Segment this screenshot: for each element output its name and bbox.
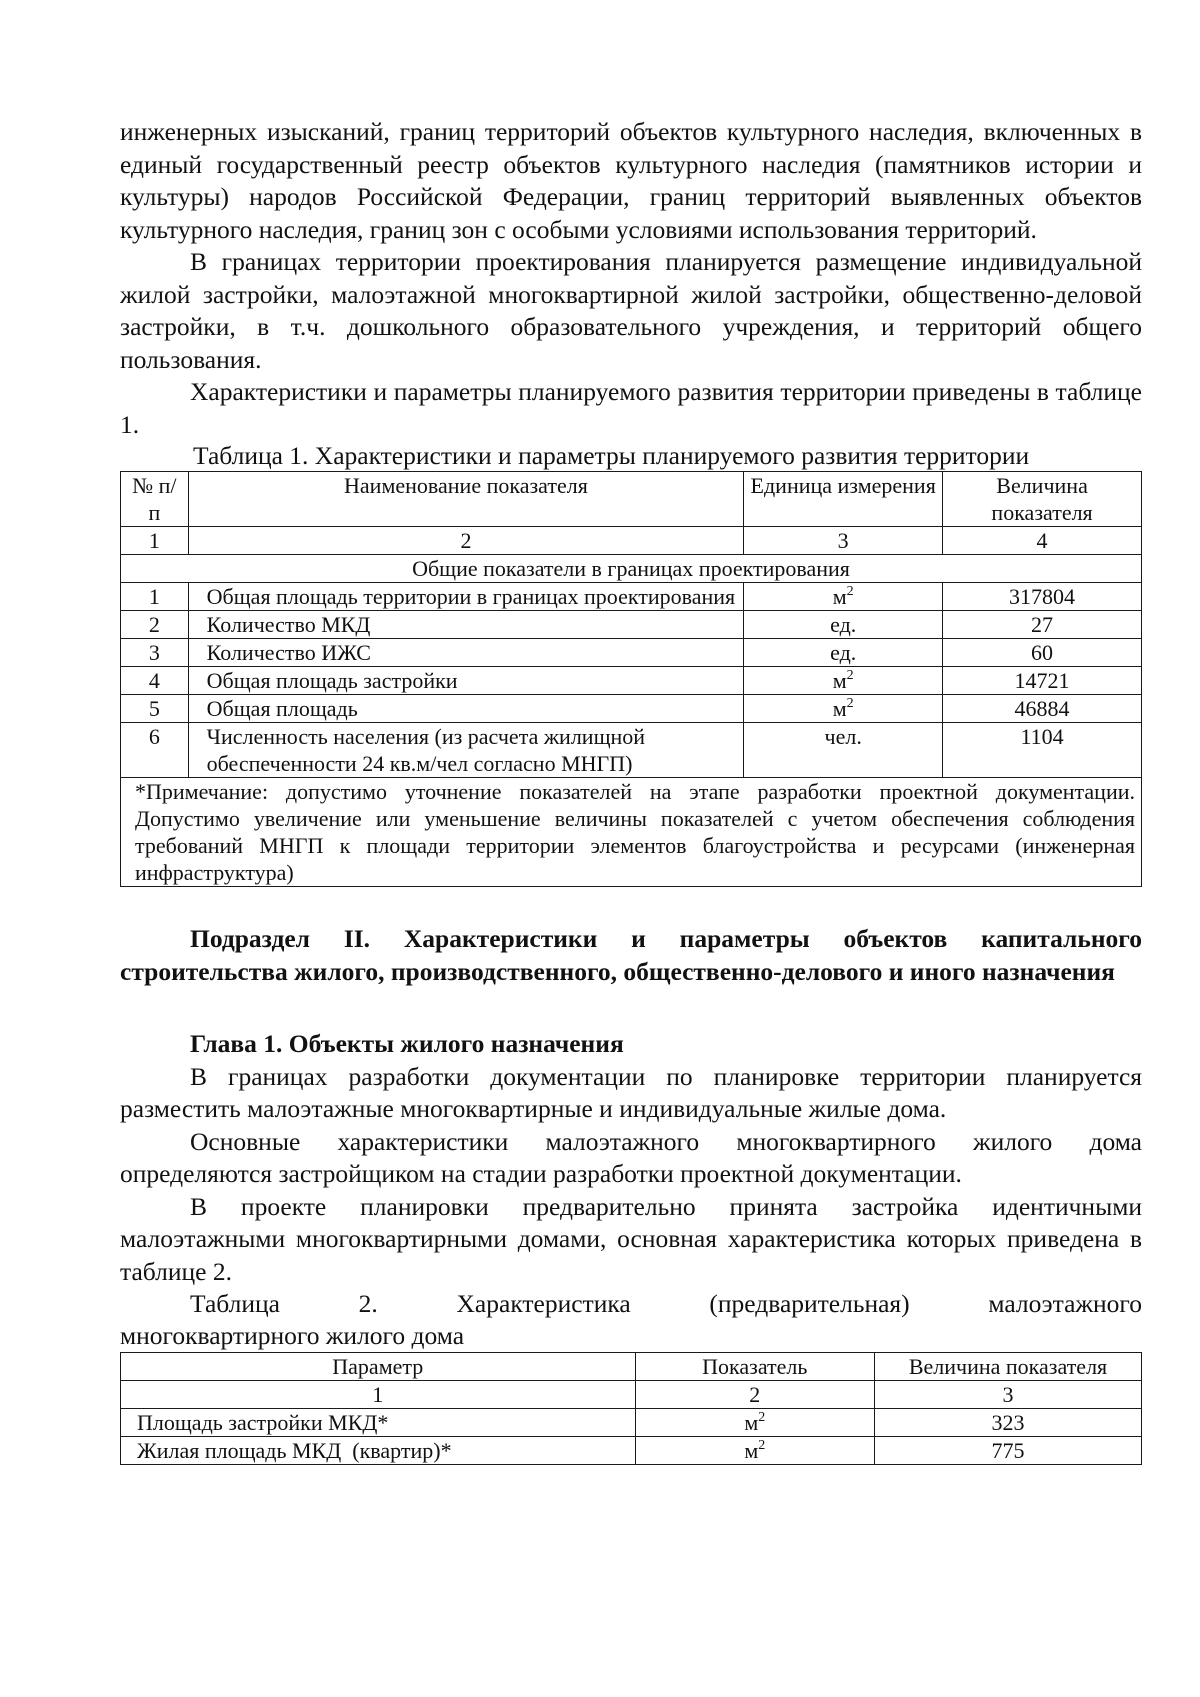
row-name: Количество ИЖС bbox=[188, 639, 744, 667]
table1-caption: Таблица 1. Характеристики и параметры планируемого развития территории bbox=[193, 441, 1030, 470]
row-value: 323 bbox=[875, 1409, 1142, 1437]
table1-colnum: 1 bbox=[121, 527, 189, 555]
row-unit: чел. bbox=[744, 723, 943, 778]
row-name: Общая площадь застройки bbox=[188, 667, 744, 695]
table2-colnum: 1 bbox=[121, 1381, 636, 1409]
row-value: 1104 bbox=[943, 723, 1142, 778]
table1-header-value: Величина показателя bbox=[943, 472, 1142, 527]
row-value: 46884 bbox=[943, 695, 1142, 723]
table1-section-title: Общие показатели в границах проектирования bbox=[121, 555, 1142, 583]
row-unit: ед. bbox=[744, 611, 943, 639]
row-value: 775 bbox=[875, 1437, 1142, 1465]
row-num: 1 bbox=[121, 583, 189, 611]
row-unit: $м^2$ bbox=[635, 1409, 874, 1437]
table2-colnum-row bbox=[121, 1381, 1142, 1409]
row-name: Количество МКД bbox=[188, 611, 744, 639]
table1-colnum: 2 bbox=[188, 527, 744, 555]
table1-header-num: № п/п bbox=[121, 472, 189, 527]
row-num: 6 bbox=[121, 723, 189, 778]
paragraph-placement: В границах территории проектирования планируется размещение индивидуальной жилой застройки, малоэтажной многоквартирной жилой застройки, общественно-деловой застройки, в т.ч. дошкольного образовательного учреждения, и территорий общего пользования. bbox=[120, 247, 1142, 374]
table1-note-row bbox=[121, 778, 1142, 887]
row-unit: $м^2$ bbox=[744, 667, 943, 695]
table1-colnum-row bbox=[121, 527, 1142, 555]
table2-header-row bbox=[121, 1353, 1142, 1381]
row-name: Общая площадь bbox=[188, 695, 744, 723]
table-row bbox=[121, 611, 1142, 639]
table2-colnum: 3 bbox=[875, 1381, 1142, 1409]
row-value: 60 bbox=[943, 639, 1142, 667]
paragraph-intro: инженерных изысканий, границ территорий объектов культурного наследия, включенных в единый государственный реестр объектов культурного наследия (памятников истории и культуры) народов Российской Федерации, границ территорий выявленных объектов культурного наследия, границ зон с особыми условиями использования территорий. bbox=[120, 117, 1142, 244]
table2 bbox=[120, 1352, 1142, 1465]
row-value: 27 bbox=[943, 611, 1142, 639]
table1-colnum: 3 bbox=[744, 527, 943, 555]
row-num: 5 bbox=[121, 695, 189, 723]
row-value: 317804 bbox=[943, 583, 1142, 611]
table1-header-row bbox=[121, 472, 1142, 527]
row-unit: ед. bbox=[744, 639, 943, 667]
table2-caption-line1: Таблица 2. Характеристика (предварительная) малоэтажного bbox=[190, 1289, 1142, 1318]
subsection-heading: Подраздел II. Характеристики и параметры объектов капитального строительства жилого, производственного, общественно-делового и иного назначения bbox=[120, 924, 1142, 986]
table1-header-unit: Единица измерения bbox=[744, 472, 943, 527]
row-num: 2 bbox=[121, 611, 189, 639]
table1-header-name: Наименование показателя bbox=[188, 472, 744, 527]
row-name: Общая площадь территории в границах проектирования bbox=[188, 583, 744, 611]
table2-colnum: 2 bbox=[635, 1381, 874, 1409]
row-num: 4 bbox=[121, 667, 189, 695]
table-row bbox=[121, 1409, 1142, 1437]
table-row bbox=[121, 1437, 1142, 1465]
row-name: Численность населения (из расчета жилищной обеспеченности 24 кв.м/чел согласно МНГП) bbox=[188, 723, 744, 778]
row-unit: $м^2$ bbox=[744, 583, 943, 611]
row-unit: $м^2$ bbox=[744, 695, 943, 723]
chapter-title: Глава 1. Объекты жилого назначения bbox=[190, 1029, 624, 1058]
row-value: 14721 bbox=[943, 667, 1142, 695]
table1-note: *Примечание: допустимо уточнение показателей на этапе разработки проектной документации. Допустимо увеличение или уменьшение величины показателей с учетом обеспечения соблюдения требований МНГП к площади территории элементов благоустройства и ресурсами (инженерная инфраструктура) bbox=[121, 778, 1142, 887]
table2-header-param: Параметр bbox=[121, 1353, 636, 1381]
row-num: 3 bbox=[121, 639, 189, 667]
row-unit: $м^2$ bbox=[635, 1437, 874, 1465]
chapter-paragraph-3: В проекте планировки предварительно принята застройка идентичными малоэтажными многоквартирными домами, основная характеристика которых приведена в таблице 2. bbox=[120, 1191, 1142, 1286]
table2-header-value: Величина показателя bbox=[875, 1353, 1142, 1381]
table-row bbox=[121, 723, 1142, 778]
chapter-paragraph-2: Основные характеристики малоэтажного многоквартирного жилого дома определяются застройщиком на стадии разработки проектной документации. bbox=[120, 1126, 1142, 1188]
table2-header-indicator: Показатель bbox=[635, 1353, 874, 1381]
table2-caption bbox=[120, 1288, 1142, 1352]
table1-section-row bbox=[121, 555, 1142, 583]
row-param: Жилая площадь МКД (квартир)* bbox=[121, 1437, 636, 1465]
table2-caption-line2: многоквартирного жилого дома bbox=[120, 1321, 465, 1350]
table-row bbox=[121, 583, 1142, 611]
chapter-paragraph-1: В границах разработки документации по планировке территории планируется разместить малоэтажные многоквартирные и индивидуальные жилые дома. bbox=[120, 1061, 1142, 1123]
table-row bbox=[121, 639, 1142, 667]
row-param: Площадь застройки МКД* bbox=[121, 1409, 636, 1437]
paragraph-table-ref: Характеристики и параметры планируемого развития территории приведены в таблице 1. bbox=[120, 377, 1142, 439]
table-row bbox=[121, 667, 1142, 695]
table1 bbox=[120, 471, 1142, 887]
document-page bbox=[120, 116, 1142, 1465]
table1-colnum: 4 bbox=[943, 527, 1142, 555]
table-row bbox=[121, 695, 1142, 723]
